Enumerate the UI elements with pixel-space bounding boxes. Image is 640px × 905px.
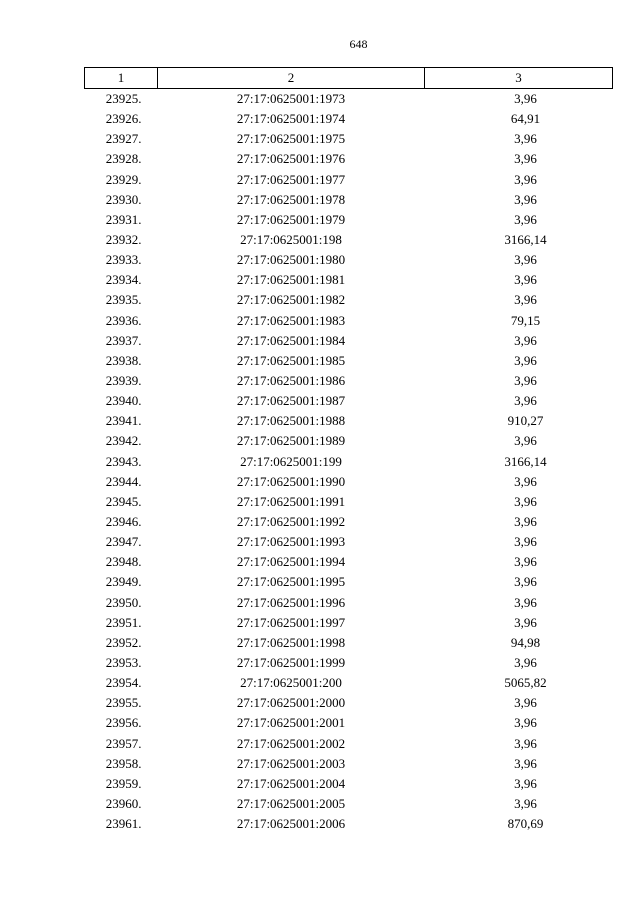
row-number: 23948. <box>105 554 142 570</box>
table-row <box>85 190 613 210</box>
row-number: 23937. <box>105 332 142 348</box>
row-value: 3,96 <box>514 514 537 530</box>
cadastral-number: 27:17:0625001:1981 <box>236 272 346 288</box>
cadastral-number: 27:17:0625001:1997 <box>236 614 346 630</box>
row-number: 23941. <box>105 413 142 429</box>
row-value: 94,98 <box>510 634 541 650</box>
row-number: 23961. <box>105 816 142 832</box>
cadastral-number: 27:17:0625001:2004 <box>236 775 346 791</box>
row-number: 23956. <box>105 715 142 731</box>
row-value: 3,96 <box>514 393 537 409</box>
row-number: 23934. <box>105 272 142 288</box>
header-col-1: 1 <box>85 68 158 89</box>
row-value: 3,96 <box>514 695 537 711</box>
row-number: 23933. <box>105 252 142 268</box>
table-row <box>85 633 613 653</box>
cadastral-number: 27:17:0625001:2002 <box>236 735 346 751</box>
row-value: 3,96 <box>514 171 537 187</box>
row-value: 3,96 <box>514 373 537 389</box>
row-value: 3,96 <box>514 332 537 348</box>
cadastral-number: 27:17:0625001:1990 <box>236 473 346 489</box>
table-header <box>85 68 613 89</box>
cadastral-number: 27:17:0625001:1982 <box>236 292 346 308</box>
row-value: 3,96 <box>514 272 537 288</box>
row-number: 23939. <box>105 373 142 389</box>
cadastral-number: 27:17:0625001:1976 <box>236 151 346 167</box>
table-row <box>85 552 613 572</box>
row-value: 5065,82 <box>504 675 547 691</box>
row-number: 23950. <box>105 594 142 610</box>
table-row <box>85 713 613 733</box>
table-row <box>85 593 613 613</box>
row-value: 3,96 <box>514 574 537 590</box>
table-row <box>85 693 613 713</box>
header-row <box>85 68 613 89</box>
row-value: 3,96 <box>514 594 537 610</box>
row-value: 910,27 <box>507 413 544 429</box>
row-value: 3,96 <box>514 252 537 268</box>
table-row <box>85 210 613 230</box>
table-row <box>85 452 613 472</box>
table-row <box>85 613 613 633</box>
table-row <box>85 109 613 129</box>
table-row <box>85 129 613 149</box>
row-number: 23959. <box>105 775 142 791</box>
cadastral-number: 27:17:0625001:1989 <box>236 433 346 449</box>
table-row <box>85 331 613 351</box>
cadastral-number: 27:17:0625001:1978 <box>236 191 346 207</box>
row-number: 23930. <box>105 191 142 207</box>
row-number: 23954. <box>105 675 142 691</box>
cadastral-number: 27:17:0625001:1983 <box>236 312 346 328</box>
cadastral-number: 27:17:0625001:1979 <box>236 211 346 227</box>
table-row <box>85 754 613 774</box>
table-row <box>85 492 613 512</box>
table-row <box>85 270 613 290</box>
table-row <box>85 250 613 270</box>
row-number: 23949. <box>105 574 142 590</box>
row-value: 3,96 <box>514 352 537 368</box>
cadastral-number: 27:17:0625001:1999 <box>236 655 346 670</box>
row-value: 79,15 <box>510 312 541 328</box>
cadastral-number: 27:17:0625001:1994 <box>236 554 346 570</box>
cadastral-number: 27:17:0625001:1992 <box>236 514 346 530</box>
table-row <box>85 512 613 532</box>
cadastral-number: 27:17:0625001:1977 <box>236 171 346 187</box>
row-value: 3,96 <box>514 91 537 107</box>
row-value: 3,96 <box>514 795 537 811</box>
cadastral-number: 27:17:0625001:1996 <box>236 594 346 610</box>
cadastral-number: 27:17:0625001:1984 <box>236 332 346 348</box>
row-value: 3,96 <box>514 151 537 167</box>
row-number: 23927. <box>105 131 142 147</box>
table-row <box>85 371 613 391</box>
cadastral-number: 27:17:0625001:1991 <box>236 493 346 509</box>
table-row <box>85 290 613 310</box>
cadastral-number: 27:17:0625001:1975 <box>236 131 346 147</box>
cadastral-number: 27:17:0625001:1974 <box>236 111 346 127</box>
row-number: 23955. <box>105 695 142 711</box>
cadastral-number: 27:17:0625001:1998 <box>236 634 346 650</box>
row-value: 3,96 <box>514 735 537 751</box>
row-value: 3,96 <box>514 755 537 771</box>
data-table <box>84 67 613 834</box>
row-value: 3,96 <box>514 473 537 489</box>
row-number: 23947. <box>105 534 142 550</box>
cadastral-number: 27:17:0625001:198 <box>240 232 342 248</box>
cadastral-number: 27:17:0625001:1980 <box>236 252 346 268</box>
cadastral-number: 27:17:0625001:2003 <box>236 755 346 771</box>
row-value: 3,96 <box>514 131 537 147</box>
row-number: 23951. <box>105 614 142 630</box>
cadastral-number: 27:17:0625001:1973 <box>236 91 346 107</box>
row-value: 3,96 <box>514 292 537 308</box>
row-value: 3,96 <box>514 614 537 630</box>
cadastral-number: 27:17:0625001:2006 <box>236 816 346 832</box>
row-value: 3,96 <box>514 534 537 550</box>
table-row <box>85 794 613 814</box>
row-value: 3,96 <box>514 715 537 731</box>
cadastral-number: 27:17:0625001:1985 <box>236 352 346 368</box>
table-row <box>85 311 613 331</box>
cadastral-number: 27:17:0625001:1993 <box>236 534 346 550</box>
table-row <box>85 351 613 371</box>
row-value: 3,96 <box>514 191 537 207</box>
cadastral-number: 27:17:0625001:199 <box>240 453 342 469</box>
row-value: 3,96 <box>514 655 537 670</box>
row-number: 23926. <box>105 111 142 127</box>
row-number: 23958. <box>105 755 142 771</box>
table-row <box>85 532 613 552</box>
row-number: 23944. <box>105 473 142 489</box>
cadastral-number: 27:17:0625001:1986 <box>236 373 346 389</box>
row-number: 23953. <box>105 655 142 670</box>
row-number: 23960. <box>105 795 142 811</box>
table-row <box>85 391 613 411</box>
table-row <box>85 89 613 110</box>
row-value: 3,96 <box>514 775 537 791</box>
cadastral-number: 27:17:0625001:2000 <box>236 695 346 711</box>
table-row <box>85 673 613 693</box>
table-row <box>85 411 613 431</box>
table-row <box>85 774 613 794</box>
row-value: 3166,14 <box>504 453 547 469</box>
table-row <box>85 814 613 834</box>
row-number: 23925. <box>105 91 142 107</box>
row-value: 3,96 <box>514 493 537 509</box>
table-row <box>85 431 613 451</box>
row-number: 23929. <box>105 171 142 187</box>
table-row <box>85 170 613 190</box>
table-row <box>85 734 613 754</box>
row-number: 23936. <box>105 312 142 328</box>
row-number: 23940. <box>105 393 142 409</box>
cadastral-number: 27:17:0625001:1987 <box>236 393 346 409</box>
row-number: 23932. <box>105 232 142 248</box>
row-number: 23952. <box>105 634 142 650</box>
row-number: 23957. <box>105 735 142 751</box>
table-row <box>85 149 613 169</box>
row-number: 23928. <box>105 151 142 167</box>
row-number: 23945. <box>105 493 142 509</box>
table-row <box>85 472 613 492</box>
page-number: 648 <box>349 37 368 51</box>
row-number: 23942. <box>105 433 142 449</box>
table-row <box>85 572 613 592</box>
row-number: 23946. <box>105 514 142 530</box>
table-row <box>85 653 613 673</box>
row-value: 3,96 <box>514 433 537 449</box>
cadastral-number: 27:17:0625001:2001 <box>236 715 346 731</box>
row-value: 64,91 <box>510 111 541 127</box>
header-col-2: 2 <box>158 68 425 89</box>
cadastral-number: 27:17:0625001:1988 <box>236 413 346 429</box>
row-number: 23943. <box>105 453 142 469</box>
cadastral-number: 27:17:0625001:200 <box>240 675 342 691</box>
row-value: 870,69 <box>507 816 544 832</box>
row-number: 23938. <box>105 352 142 368</box>
row-number: 23935. <box>105 292 142 308</box>
cadastral-number: 27:17:0625001:2005 <box>236 795 346 811</box>
row-value: 3,96 <box>514 554 537 570</box>
cadastral-number: 27:17:0625001:1995 <box>236 574 346 590</box>
row-number: 23931. <box>105 211 142 227</box>
table-row <box>85 230 613 250</box>
header-col-3: 3 <box>425 68 613 89</box>
table-body <box>85 89 613 835</box>
row-value: 3166,14 <box>504 232 547 248</box>
row-value: 3,96 <box>514 211 537 227</box>
